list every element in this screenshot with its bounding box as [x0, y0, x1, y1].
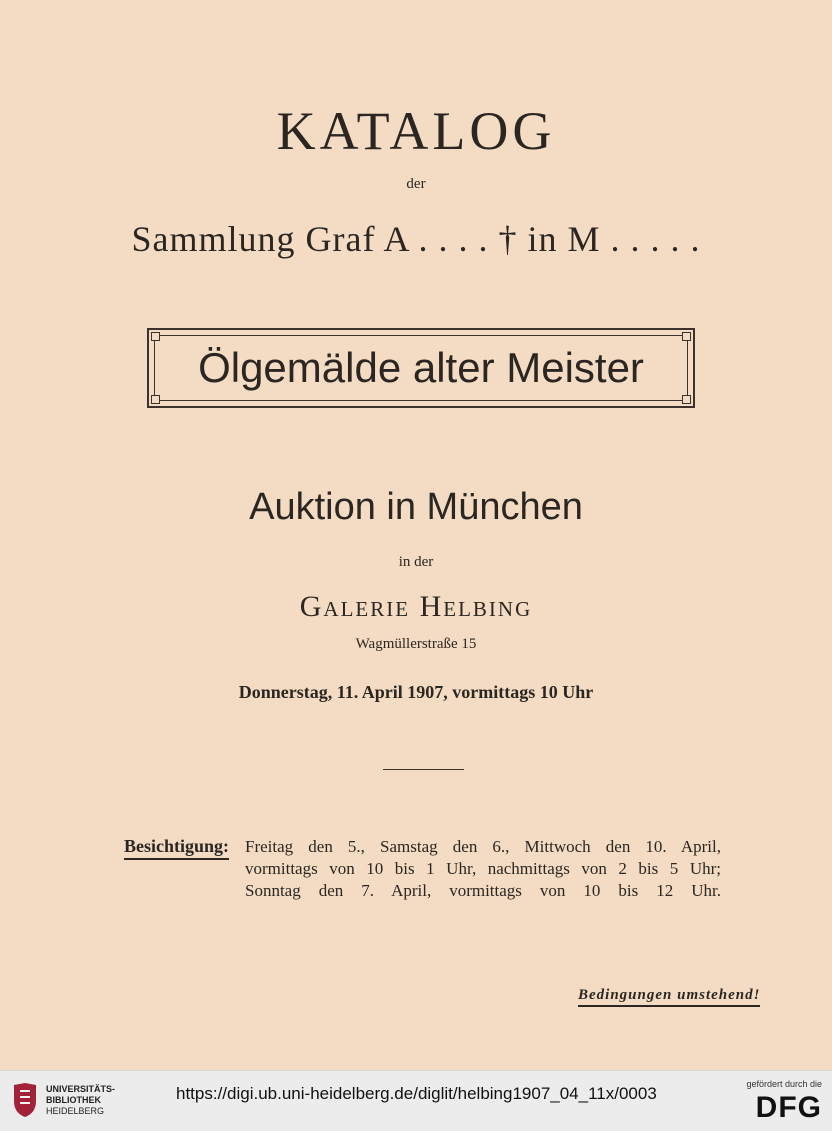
funded-by-label: gefördert durch die [746, 1079, 822, 1089]
viewing-line: Sonntag den 7. April, vormittags von 10 bis 12 Uhr. [245, 881, 721, 900]
viewing-line: Freitag den 5., Samstag den 6., Mittwoch den 10. April, [245, 837, 721, 856]
in-der-line: in der [398, 554, 434, 570]
auction-heading: Auktion in München [249, 486, 583, 528]
gallery-address: Wagmüllerstraße 15 [355, 636, 477, 652]
viewing-line: vormittags von 10 bis 1 Uhr, nachmittags von 2 bis 5 Uhr; [245, 859, 721, 878]
framed-heading: Ölgemälde alter Meister [198, 344, 644, 391]
conditions-note: Bedingungen umstehend! [578, 987, 760, 1007]
dfg-logo: DFG [755, 1091, 822, 1124]
viewing-label: Besichtigung: [124, 836, 229, 860]
gallery-name: Galerie Helbing [299, 590, 533, 623]
der-line: der [406, 176, 426, 192]
viewer-footer [0, 1070, 832, 1131]
catalog-title: KATALOG [276, 101, 556, 161]
framed-heading-box [147, 328, 695, 408]
auction-date: Donnerstag, 11. April 1907, vormittags 10 Uhr [238, 682, 594, 702]
viewing-times [245, 836, 721, 902]
page-url-link[interactable]: https://digi.ub.uni-heidelberg.de/diglit/helbing1907_04_11x/0003 [176, 1084, 657, 1103]
library-name: UNIVERSITÄTS- BIBLIOTHEK HEIDELBERG [46, 1084, 116, 1116]
divider-rule [383, 769, 464, 770]
university-library-logo-icon [10, 1081, 40, 1119]
collection-name: Sammlung Graf A . . . . † in M . . . . . [131, 219, 701, 259]
